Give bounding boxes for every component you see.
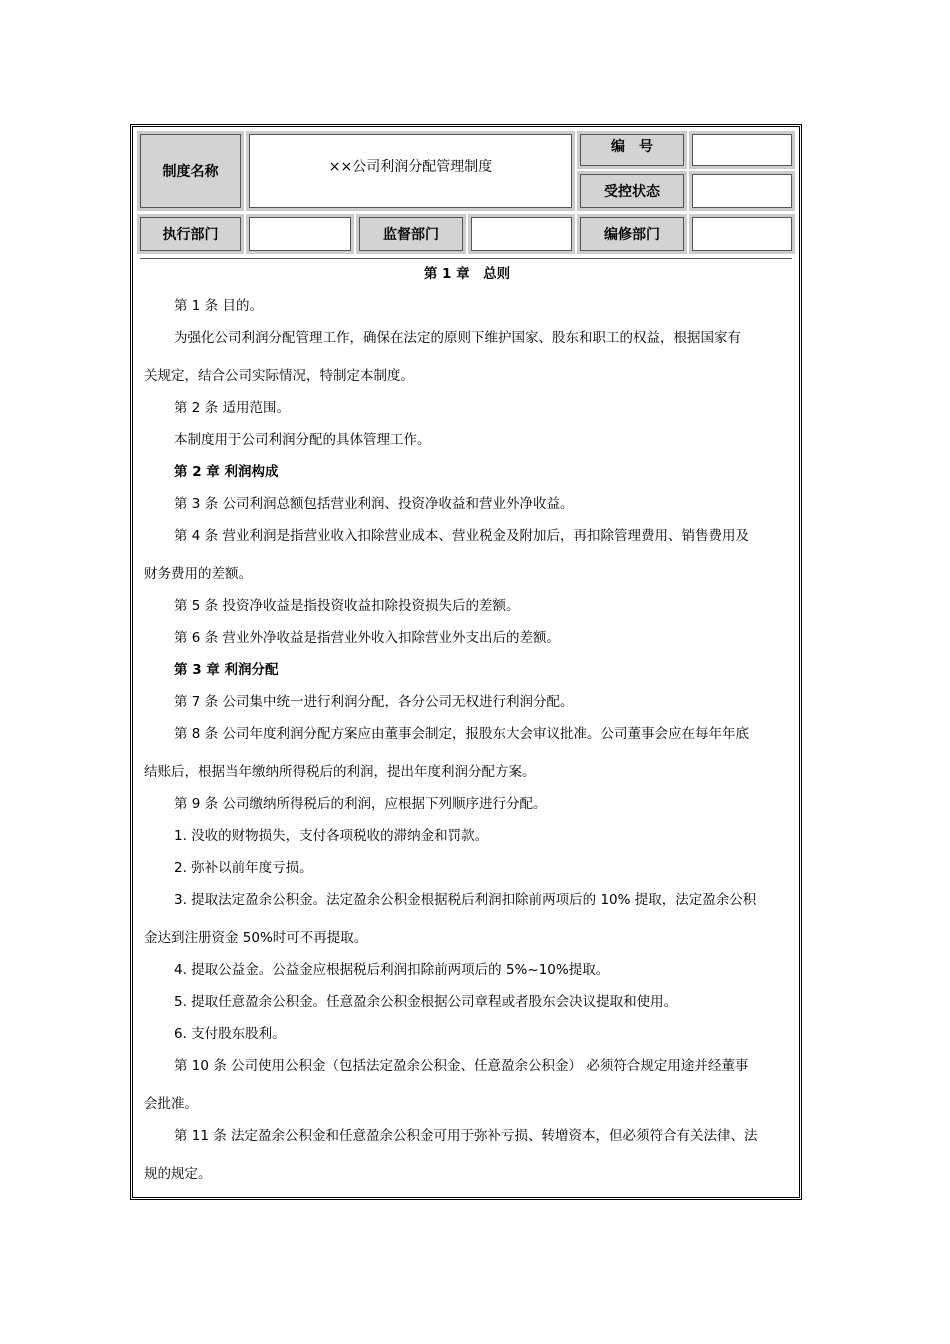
number-label: 编 号 — [611, 139, 653, 155]
article-11-line-2: 规的规定。 — [144, 1166, 212, 1182]
chapter-3-heading: 第 3 章 利润分配 — [174, 662, 279, 678]
article-4-line-1: 第 4 条 营业利润是指营业收入扣除营业成本、营业税金及附加后，再扣除管理费用、销售费用及 — [174, 528, 749, 544]
list-item-4: 4. 提取公益金。公益金应根据税后利润扣除前两项后的 5%~10%提取。 — [174, 962, 610, 978]
article-6: 第 6 条 营业外净收益是指营业外收入扣除营业外支出后的差额。 — [174, 630, 560, 646]
number-value-cell — [689, 131, 795, 169]
edit-label-cell — [577, 214, 687, 254]
article-10-line-1: 第 10 条 公司使用公积金（包括法定盈余公积金、任意盈余公积金） 必须符合规定用途并经董事 — [174, 1058, 749, 1074]
supervise-label-cell — [356, 214, 466, 254]
control-label-cell — [577, 171, 687, 211]
exec-label-cell — [137, 214, 244, 254]
article-9: 第 9 条 公司缴纳所得税后的利润，应根据下列顺序进行分配。 — [174, 796, 547, 812]
name-label-cell — [137, 131, 244, 211]
article-7: 第 7 条 公司集中统一进行利润分配，各分公司无权进行利润分配。 — [174, 694, 574, 710]
article-1-title: 第 1 条 目的。 — [174, 298, 263, 314]
article-2-title: 第 2 条 适用范围。 — [174, 400, 290, 416]
name-label: 制度名称 — [162, 164, 219, 180]
list-item-5: 5. 提取任意盈余公积金。任意盈余公积金根据公司章程或者股东会决议提取和使用。 — [174, 994, 678, 1010]
edit-label: 编修部门 — [604, 227, 660, 243]
article-2-line-1: 本制度用于公司利润分配的具体管理工作。 — [174, 432, 431, 448]
article-5: 第 5 条 投资净收益是指投资收益扣除投资损失后的差额。 — [174, 598, 520, 614]
exec-value-cell — [246, 214, 354, 254]
exec-label: 执行部门 — [162, 227, 219, 243]
chapter-1-heading: 第 1 章 总则 — [423, 266, 511, 282]
edit-value-cell — [689, 214, 795, 254]
list-item-3-line-2: 金达到注册资金 50%时可不再提取。 — [144, 930, 368, 946]
document-title: ××公司利润分配管理制度 — [328, 159, 493, 175]
supervise-value-cell — [468, 214, 575, 254]
list-item-1: 1. 没收的财物损失，支付各项税收的滞纳金和罚款。 — [174, 828, 489, 844]
article-11-line-1: 第 11 条 法定盈余公积金和任意盈余公积金可用于弥补亏损、转增资本，但必须符合有关法律、法 — [174, 1128, 758, 1144]
list-item-6: 6. 支付股东股利。 — [174, 1026, 286, 1042]
article-8-line-1: 第 8 条 公司年度利润分配方案应由董事会制定，报股东大会审议批准。公司董事会应在每年年底 — [174, 726, 749, 742]
article-1-line-1: 为强化公司利润分配管理工作，确保在法定的原则下维护国家、股东和职工的权益，根据国家有 — [174, 330, 741, 346]
article-10-line-2: 会批准。 — [144, 1096, 198, 1112]
article-1-line-2: 关规定，结合公司实际情况，特制定本制度。 — [144, 368, 414, 384]
number-label-cell — [577, 131, 687, 169]
control-label: 受控状态 — [604, 184, 660, 200]
article-4-line-2: 财务费用的差额。 — [144, 566, 252, 582]
list-item-3-line-1: 3. 提取法定盈余公积金。法定盈余公积金根据税后利润扣除前两项后的 10% 提取，法定盈余公积 — [174, 892, 757, 908]
header-divider — [140, 258, 792, 259]
list-item-2: 2. 弥补以前年度亏损。 — [174, 860, 313, 876]
article-8-line-2: 结账后，根据当年缴纳所得税后的利润，提出年度利润分配方案。 — [144, 764, 536, 780]
chapter-2-heading: 第 2 章 利润构成 — [174, 464, 279, 480]
supervise-label: 监督部门 — [383, 227, 439, 243]
article-3: 第 3 条 公司利润总额包括营业利润、投资净收益和营业外净收益。 — [174, 496, 574, 512]
name-value-cell — [246, 131, 575, 211]
control-value-cell — [689, 171, 795, 211]
